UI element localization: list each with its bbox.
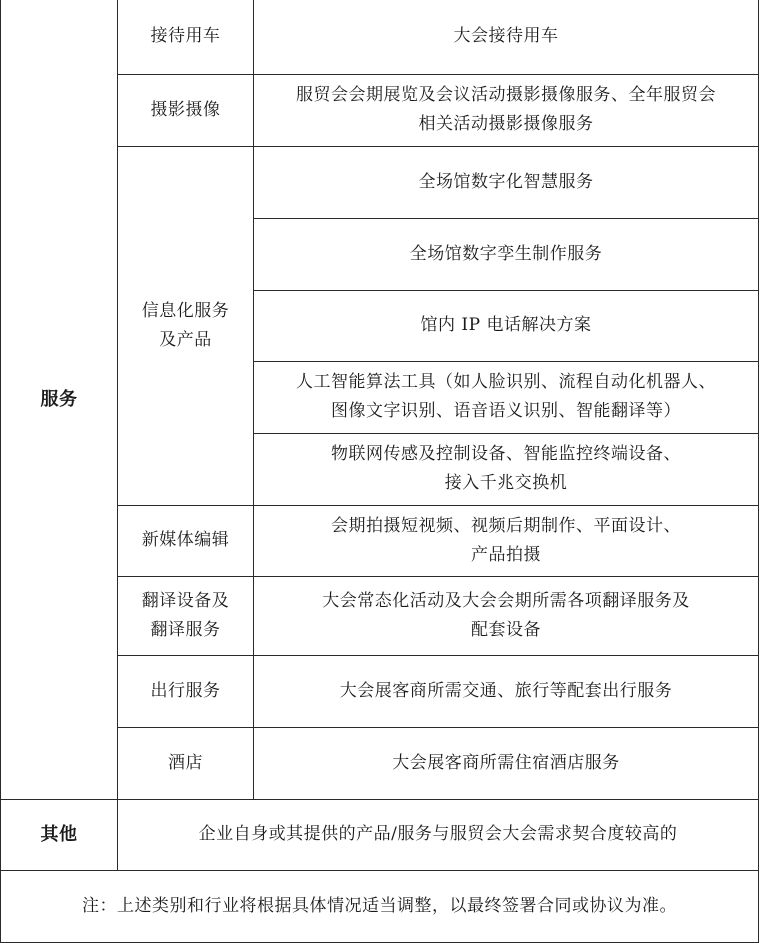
description-line: 图像文字识别、语音语义识别、智能翻译等） [331,401,681,421]
subcategory-label: 酒店 [168,752,203,773]
description-cell [254,290,759,361]
description-cell [254,74,759,146]
description-line: 大会展客商所需交通、旅行等配套出行服务 [339,680,673,701]
note-text: 注：上述类别和行业将根据具体情况适当调整，以最终签署合同或协议为准。 [82,895,677,916]
description-line: 大会接待用车 [453,26,559,47]
table-row [1,0,759,74]
subcategory-label: 新媒体编辑 [141,530,230,550]
subcategory-cell [118,576,254,655]
description-line: 配套设备 [471,619,541,640]
description-cell [254,361,759,433]
subcategory-cell [118,0,254,74]
description-line: 馆内 IP 电话解决方案 [420,315,592,335]
description-cell [254,0,759,74]
description-cell [118,799,759,870]
subcategory-label: 翻译服务 [150,619,221,640]
subcategory-label: 摄影摄像 [150,99,221,120]
table-row [1,870,759,942]
subcategory-cell [118,146,254,505]
description-cell [254,218,759,290]
category-service-cell: 服务 [1,0,118,799]
description-line: 服贸会会期展览及会议活动摄影摄像服务、全年服贸会 [296,85,716,105]
description-cell [254,727,759,799]
subcategory-cell [118,74,254,146]
description-cell [254,505,759,576]
subcategory-label: 翻译设备及 [141,590,230,611]
subcategory-label: 及产品 [159,329,212,350]
description-line: 大会展客商所需住宿酒店服务 [392,752,620,773]
description-line: 人工智能算法工具（如人脸识别、流程自动化机器人、 [296,372,716,392]
description-line: 会期拍摄短视频、视频后期制作、平面设计、 [331,515,681,536]
category-other-cell: 其他 [1,799,118,870]
subcategory-label: 接待用车 [150,26,221,47]
description-line: 全场馆数字孪生制作服务 [409,243,603,264]
description-line: 企业自身或其提供的产品/服务与服贸会大会需求契合度较高的 [198,824,678,844]
subcategory-label: 出行服务 [150,680,221,701]
description-line: 相关活动摄影摄像服务 [418,114,594,134]
description-line: 接入千兆交换机 [444,473,568,493]
subcategory-cell [118,655,254,727]
description-line: 物联网传感及控制设备、智能监控终端设备、 [331,444,681,464]
description-line: 产品拍摄 [471,544,541,565]
subcategory-cell [118,727,254,799]
description-cell [254,433,759,505]
description-cell [254,146,759,218]
note-cell [1,870,759,942]
subcategory-cell [118,505,254,576]
description-cell [254,576,759,655]
description-line: 大会常态化活动及大会会期所需各项翻译服务及 [322,590,690,611]
subcategory-label: 信息化服务 [141,300,230,321]
description-line: 全场馆数字化智慧服务 [418,171,594,192]
description-cell [254,655,759,727]
table-row [1,799,759,870]
